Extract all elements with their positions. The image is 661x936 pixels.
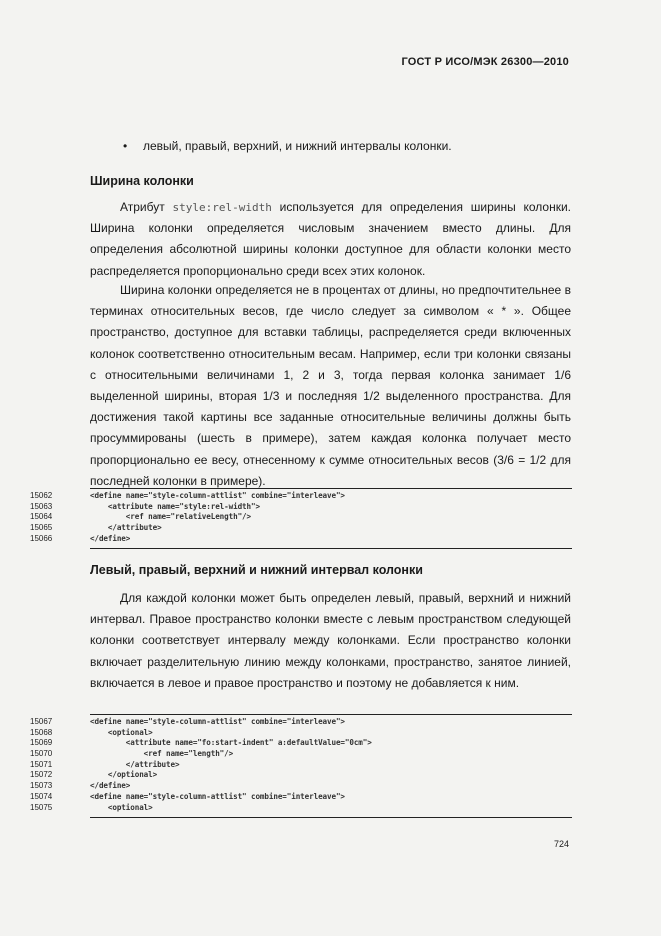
code-text: </define> [90, 781, 131, 791]
line-number: 15071 [30, 759, 53, 769]
code-line [30, 512, 572, 523]
paragraph-relative-weights [90, 280, 571, 492]
paragraph-text: Ширина колонки определяется не в процентах от длины, но предпочтительнее в терминах относительных весов, где число следует за символом « * ». Общее пространство, доступное для вставки таблицы, распределяется среди включенных колонок соответственно относительным весам. Например, если три колонки связаны с относительными величинами 1, 2 и 3, тогда первая колонка занимает 1/6 выделенной ширины, вторая 1/3 и последняя 1/2 выделенного пространства. Для достижения такой картины все заданные относительные величины должны быть просуммированы (шесть в примере), затем каждая колонка получает место пропорционально ее весу, отнесенному к сумме относительных весов (3/6 = 1/2 для последней колонки в примере). [90, 283, 571, 488]
bullet-marker: • [123, 139, 128, 153]
code-text: <ref name="length"/> [90, 749, 234, 759]
paragraph-text-post: используется для определения ширины колонки. Ширина колонки определяется числовым значением вместо длины. Для определения абсолютной ширины колонки доступное для области колонки место распределяется пропорционально среди всех этих колонок. [90, 200, 571, 278]
code-bottom-rule [90, 817, 572, 818]
code-text: <define name="style-column-attlist" combine="interleave"> [90, 491, 345, 500]
code-text: <define name="style-column-attlist" combine="interleave"> [90, 791, 345, 801]
page-number: 724 [553, 839, 569, 849]
code-line [30, 717, 572, 728]
code-line [30, 770, 572, 781]
code-bottom-rule [90, 548, 572, 549]
paragraph-text-pre: Атрибут [120, 200, 173, 214]
line-number: 15068 [30, 727, 53, 737]
line-number: 15066 [30, 533, 53, 543]
line-number: 15072 [30, 770, 53, 780]
code-line [30, 760, 572, 771]
code-line [30, 738, 572, 749]
code-line [30, 749, 572, 760]
line-number: 15067 [30, 717, 53, 726]
line-number: 15062 [30, 491, 53, 500]
line-number: 15075 [30, 802, 53, 812]
code-line [30, 728, 572, 739]
code-line [30, 523, 572, 534]
paragraph-text: Для каждой колонки может быть определен левый, правый, верхний и нижний интервал. Правое пространство колонки вместе с левым пространством следующей колонки соответствует интервалу между колонками. Если пространство колонки включает разделительную линию между колонками, пространство, занятое линией, включается в левое и правое пространство и поэтому не добавляется к ним. [90, 591, 571, 690]
code-listing-2 [30, 717, 572, 813]
line-number: 15073 [30, 781, 53, 791]
line-number: 15069 [30, 738, 53, 748]
line-number: 15070 [30, 749, 53, 759]
code-line [30, 792, 572, 803]
code-line [30, 491, 572, 502]
code-line [30, 803, 572, 814]
code-text: <attribute name="fo:start-indent" a:defaultValue="0cm"> [90, 738, 372, 748]
code-top-rule [90, 714, 572, 715]
code-text: <optional> [90, 727, 153, 737]
code-text: </optional> [90, 770, 158, 780]
code-text: </attribute> [90, 759, 180, 769]
section-title-column-spacing: Левый, правый, верхний и нижний интервал колонки [90, 563, 423, 577]
line-number: 15074 [30, 791, 53, 801]
code-text: </attribute> [90, 523, 162, 533]
code-text: </define> [90, 533, 131, 543]
bullet-text: левый, правый, верхний, и нижний интервалы колонки. [143, 139, 452, 153]
section-title-column-width: Ширина колонки [90, 174, 194, 188]
code-line [30, 534, 572, 545]
line-number: 15063 [30, 501, 53, 511]
code-line [30, 502, 572, 513]
standard-header: ГОСТ Р ИСО/МЭК 26300—2010 [401, 56, 569, 68]
code-text: <attribute name="style:rel-width"> [90, 501, 260, 511]
code-top-rule [90, 488, 572, 489]
code-text: <ref name="relativeLength"/> [90, 512, 251, 522]
code-line [30, 781, 572, 792]
inline-code: style:rel-width [172, 201, 272, 214]
paragraph-rel-width [90, 197, 571, 282]
line-number: 15065 [30, 523, 53, 533]
code-text: <optional> [90, 802, 153, 812]
code-listing-1 [30, 491, 572, 544]
code-text: <define name="style-column-attlist" combine="interleave"> [90, 717, 345, 726]
paragraph-column-spacing [90, 588, 571, 694]
line-number: 15064 [30, 512, 53, 522]
